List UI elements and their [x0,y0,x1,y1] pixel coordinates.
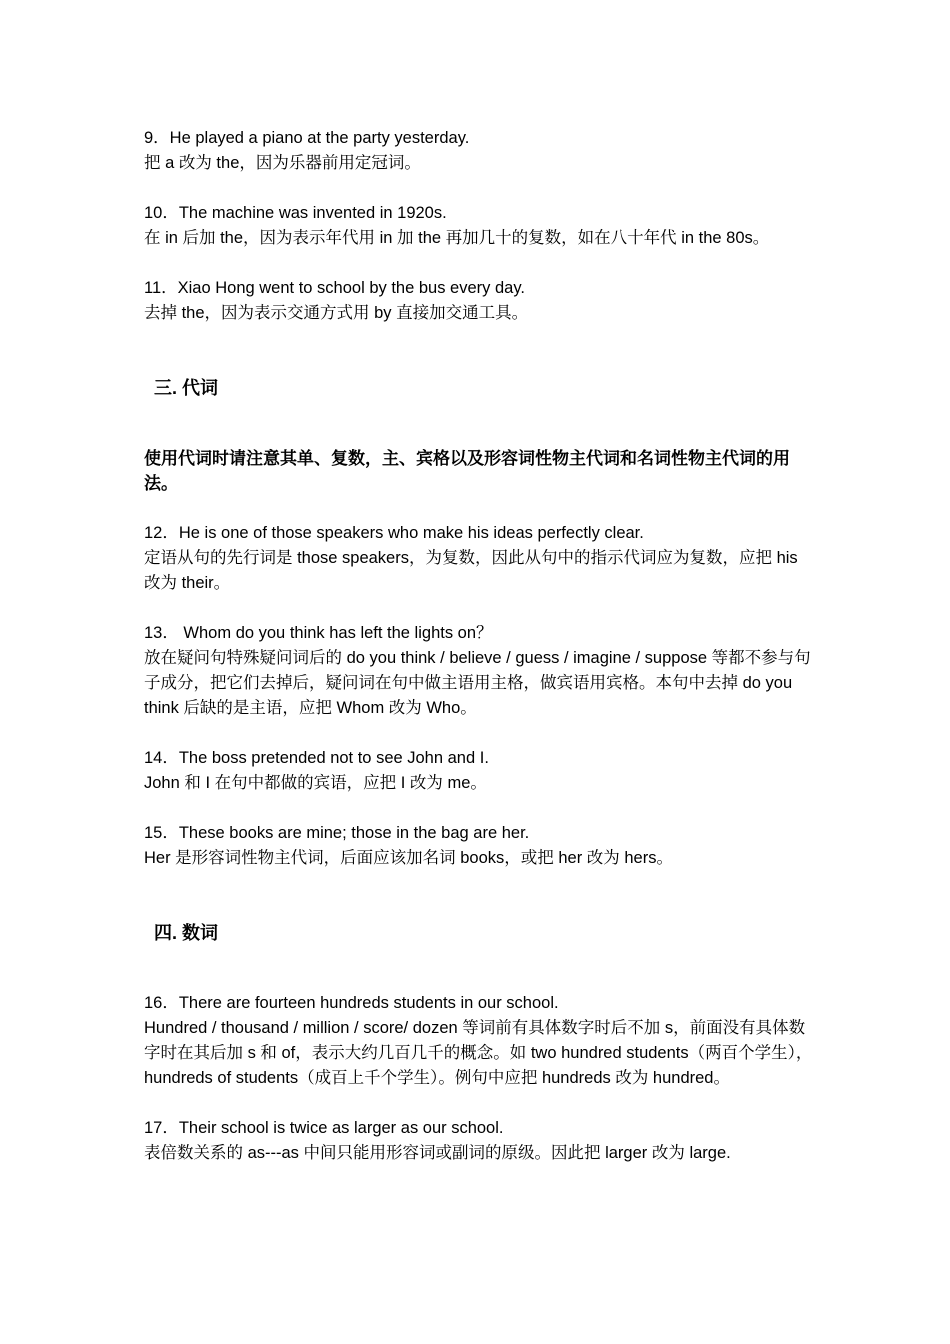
answer-text: Her 是形容词性物主代词，后面应该加名词 books，或把 her 改为 hers。 [144,849,673,867]
question-text: 11．Xiao Hong went to school by the bus every day. [144,279,525,297]
item-15 [144,821,816,871]
answer-text: 在 in 后加 the，因为表示年代用 in 加 the 再加几十的复数，如在八十年代 in the 80s。 [144,229,770,247]
item-17 [144,1116,816,1166]
answer-text: Hundred / thousand / million / score/ dozen 等词前有具体数字时后不加 s，前面没有具体数字时在其后加 s 和 of，表示大约几百几千的概念。如 two hundred students（两百个学生），hundreds of students（成百上千个学生）。例句中应把 hundreds 改为 hundred。 [144,1019,813,1087]
item-14 [144,746,816,796]
item-9 [144,126,816,176]
question-text: 13． Whom do you think has left the lights on？ [144,624,493,642]
document-page [144,126,816,1191]
answer-text: 表倍数关系的 as---as 中间只能用形容词或副词的原级。因此把 larger 改为 large. [144,1144,731,1162]
answer-text: 把 a 改为 the，因为乐器前用定冠词。 [144,154,421,172]
question-text: 14．The boss pretended not to see John and I. [144,749,489,767]
answer-text: 去掉 the，因为表示交通方式用 by 直接加交通工具。 [144,304,529,322]
section-heading-numerals: 四. 数词 [154,923,219,943]
question-text: 12．He is one of those speakers who make his ideas perfectly clear. [144,524,644,542]
item-12 [144,521,816,596]
answer-text: John 和 I 在句中都做的宾语，应把 I 改为 me。 [144,774,487,792]
question-text: 16．There are fourteen hundreds students in our school. [144,994,559,1012]
answer-text: 放在疑问句特殊疑问词后的 do you think / believe / guess / imagine / suppose 等都不参与句子成分，把它们去掉后，疑问词在句中做主语用主格，做宾语用宾格。本句中去掉 do you think 后缺的是主语，应把 Whom 改为 Who。 [144,649,811,717]
section-heading-pronouns: 三. 代词 [154,378,219,398]
question-text: 9．He played a piano at the party yesterday. [144,129,470,147]
item-13 [144,621,816,721]
answer-text: 定语从句的先行词是 those speakers，为复数，因此从句中的指示代词应为复数，应把 his 改为 their。 [144,549,798,592]
question-text: 10．The machine was invented in 1920s. [144,204,447,222]
question-text: 17．Their school is twice as larger as our school. [144,1119,504,1137]
question-text: 15．These books are mine; those in the bag are her. [144,824,530,842]
item-10 [144,201,816,251]
item-16 [144,991,816,1091]
item-11 [144,276,816,326]
section-note: 使用代词时请注意其单、复数，主、宾格以及形容词性物主代词和名词性物主代词的用法。 [144,449,790,493]
